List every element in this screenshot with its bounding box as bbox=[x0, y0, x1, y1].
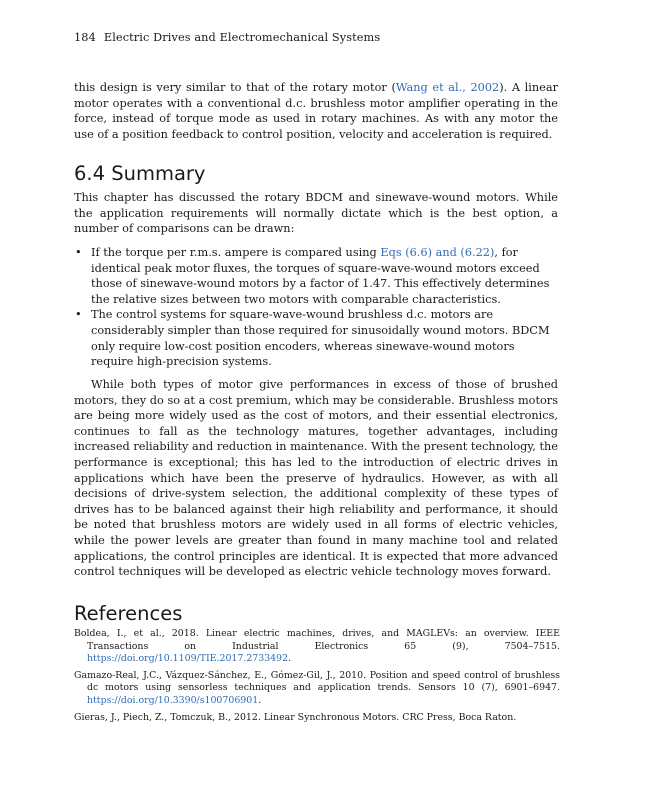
citation-link-wang-2002[interactable]: Wang et al., 2002 bbox=[395, 81, 500, 94]
reference-text: Gieras, J., Piech, Z., Tomczuk, B., 2012. Linear Synchronous Motors. CRC Press, Boca Raton. bbox=[74, 711, 517, 723]
running-title: Electric Drives and Electromechanical Systems bbox=[103, 31, 381, 44]
reference-list bbox=[74, 628, 560, 728]
bullet-icon: • bbox=[75, 308, 82, 322]
reference-doi-link[interactable]: https://doi.org/10.3390/s100706901 bbox=[87, 694, 259, 706]
reference-end: . bbox=[258, 694, 262, 706]
list-item bbox=[74, 245, 558, 307]
list-item bbox=[74, 307, 558, 369]
reference-doi-link[interactable]: https://doi.org/10.1109/TIE.2017.2733492 bbox=[87, 653, 289, 665]
bullet-icon: • bbox=[75, 246, 82, 259]
intro-paragraph bbox=[74, 80, 558, 142]
summary-intro-paragraph: This chapter has discussed the rotary BDCM and sinewave-wound motors. While the application requirements will normally dictate which is the best option, a number of comparisons can be drawn: bbox=[74, 191, 558, 236]
reference-text: Boldea, I., et al., 2018. Linear electric machines, drives, and MAGLEVs: an overview. IEEE Transactions on Industrial Electronics 65 (9), 7504–7515. bbox=[74, 628, 560, 652]
section-heading-summary: 6.4 Summary bbox=[74, 162, 206, 185]
bullet2-text: The control systems for square-wave-wound brushless d.c. motors are considerably simpler than those required for sinusoidally wound motors. BDCM only require low-cost position encoders, whereas sinewave-wound motors require high-precision systems. bbox=[91, 308, 550, 369]
reference-end: . bbox=[288, 653, 292, 665]
intro-text-a: this design is very similar to that of the rotary motor ( bbox=[74, 81, 396, 94]
comparison-list bbox=[74, 245, 558, 370]
reference-item bbox=[74, 712, 560, 725]
intro-text-b: ). A linear motor operates with a conventional d.c. brushless motor amplifier operating in the force, instead of torque mode as used in rotary machines. As with any motor the use of a position feedback to control position, velocity and acceleration is required. bbox=[74, 81, 558, 141]
bullet1-text-b: , for identical peak motor fluxes, the torques of square-wave-wound motors exceed those of sinewave-wound motors by a factor of 1.47. This effectively determines the relative sizes between two motors with comparable characteristics. bbox=[91, 246, 550, 306]
page-number: 184 bbox=[74, 31, 96, 44]
conclusion-paragraph: While both types of motor give performances in excess of those of brushed motors, they do so at a cost premium, which may be considerable. Brushless motors are being more widely used as the cost of motors, and their essential electronics, continues to fall as the technology matures, together advantages, including increased reliability and reduction in maintenance. With the present technology, the performance is exceptional; this has led to the introduction of electric drives in applications which have been the preserve of hydraulics. However, as with all decisions of drive-system selection, the additional complexity of these types of drives has to be balanced against their high reliability and performance, it should be noted that brushless motors are widely used in all forms of electric vehicles, while the power levels are greater than found in many machine tool and related applications, the control principles are identical. It is expected that more advanced control techniques will be developed as electric vehicle technology moves forward. bbox=[74, 378, 558, 579]
bullet1-text-a: If the torque per r.m.s. ampere is compared using bbox=[91, 246, 381, 259]
references-heading: References bbox=[74, 602, 183, 625]
running-header bbox=[74, 31, 380, 44]
reference-item bbox=[74, 628, 560, 666]
reference-item bbox=[74, 670, 560, 708]
reference-text: Gamazo-Real, J.C., Vázquez-Sánchez, E., Gómez-Gil, J., 2010. Position and speed control of brushless dc motors using sensorless techniques and application trends. Sensors 10 (7), 6901–6947. bbox=[74, 669, 560, 694]
equation-link-6-6-6-22[interactable]: Eqs (6.6) and (6.22) bbox=[380, 246, 495, 259]
